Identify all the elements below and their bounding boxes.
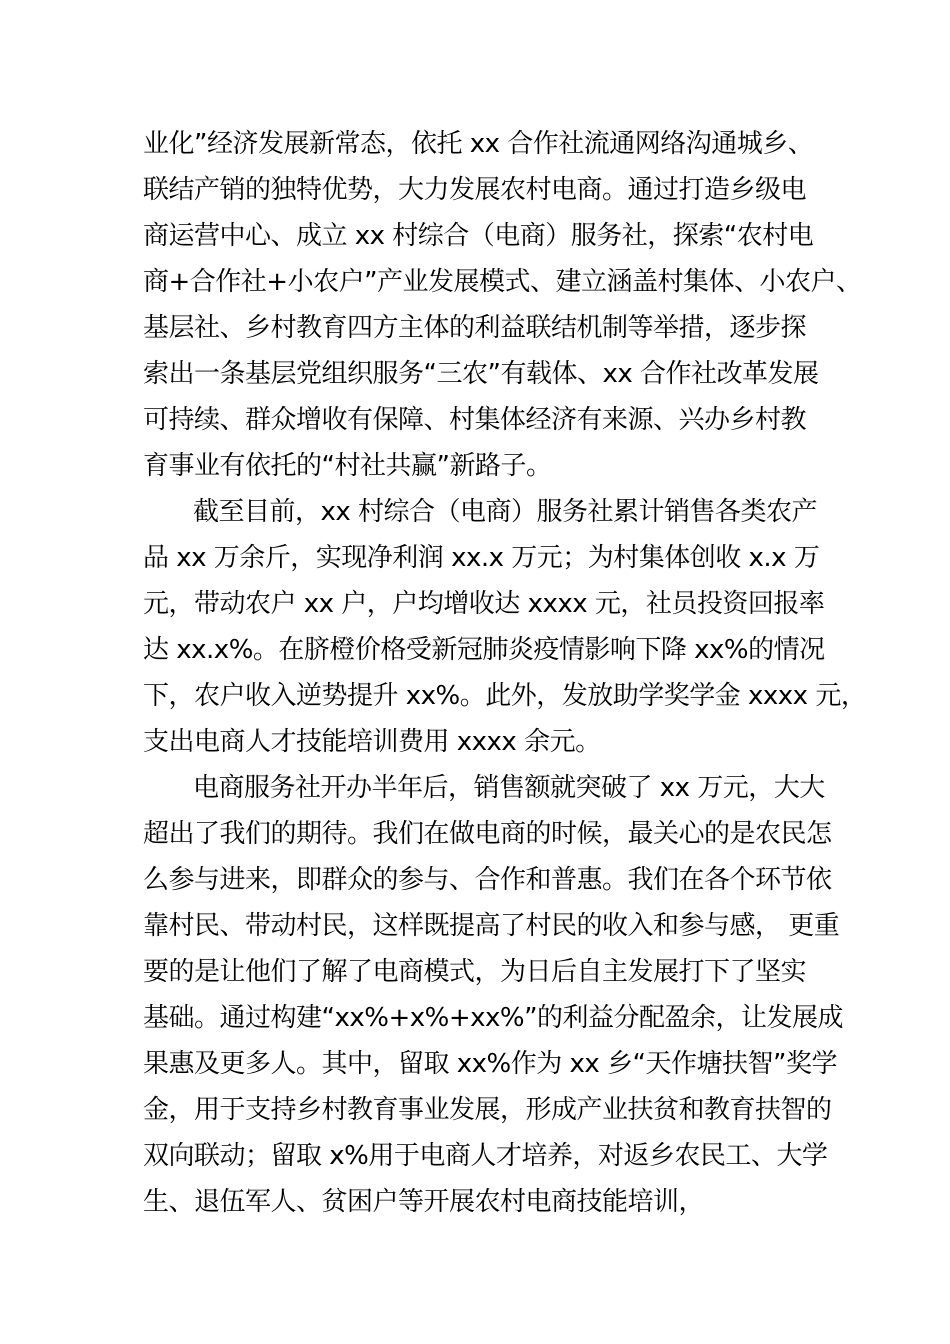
text-line: 双向联动；留取 x%用于电商人才培养，对返乡农民工、大学 bbox=[143, 1141, 828, 1171]
text-line: 生、退伍军人、贫困户等开展农村电商技能培训， bbox=[143, 1187, 705, 1217]
document-body bbox=[143, 121, 867, 1225]
text-line: 元，带动农户 xx 户，户均增收达 xxxx 元，社员投资回报率 bbox=[143, 589, 825, 619]
text-line: 联结产销的独特优势，大力发展农村电商。通过打造乡级电 bbox=[143, 175, 807, 205]
text-line: 靠村民、带动村民，这样既提高了村民的收入和参与感， 更重 bbox=[143, 911, 840, 941]
text-line: 可持续、群众增收有保障、村集体经济有来源、兴办乡村教 bbox=[143, 405, 807, 435]
text-line: 业化”经济发展新常态，依托 xx 合作社流通网络沟通城乡、 bbox=[143, 129, 814, 159]
text-line: 要的是让他们了解了电商模式，为日后自主发展打下了坚实 bbox=[143, 957, 807, 987]
text-line: 育事业有依托的“村社共赢”新路子。 bbox=[143, 451, 552, 481]
text-line: 基层社、乡村教育四方主体的利益联结机制等举措，逐步探 bbox=[143, 313, 807, 343]
paragraph-1 bbox=[143, 121, 862, 489]
text-line: 商+合作社+小农户”产业发展模式、建立涵盖村集体、小农户、 bbox=[143, 267, 862, 297]
text-line: 商运营中心、成立 xx 村综合（电商）服务社，探索“农村电 bbox=[143, 221, 814, 251]
text-line: 超出了我们的期待。我们在做电商的时候，最关心的是农民怎 bbox=[143, 819, 832, 849]
text-line: 索出一条基层党组织服务“三农”有载体、xx 合作社改革发展 bbox=[143, 359, 819, 389]
text-line: 么参与进来，即群众的参与、合作和普惠。我们在各个环节依 bbox=[143, 865, 832, 895]
text-line: 品 xx 万余斤，实现净利润 xx.x 万元；为村集体创收 x.x 万 bbox=[143, 543, 820, 573]
text-line: 截至目前，xx 村综合（电商）服务社累计销售各类农产 bbox=[193, 497, 818, 527]
text-line: 果惠及更多人。其中，留取 xx%作为 xx 乡“天作塘扶智”奖学 bbox=[143, 1049, 837, 1079]
text-line: 金，用于支持乡村教育事业发展，形成产业扶贫和教育扶智的 bbox=[143, 1095, 832, 1125]
text-line: 下，农户收入逆势提升 xx%。此外，发放助学奖学金 xxxx 元， bbox=[143, 681, 867, 711]
paragraph-2 bbox=[143, 489, 867, 765]
text-line: 达 xx.x%。在脐橙价格受新冠肺炎疫情影响下降 xx%的情况 bbox=[143, 635, 825, 665]
text-line: 基础。通过构建“xx%+x%+xx%”的利益分配盈余，让发展成 bbox=[143, 1003, 844, 1033]
text-line: 电商服务社开办半年后，销售额就突破了 xx 万元，大大 bbox=[193, 773, 825, 803]
paragraph-3 bbox=[143, 765, 844, 1225]
text-line: 支出电商人才技能培训费用 xxxx 余元。 bbox=[143, 727, 601, 757]
